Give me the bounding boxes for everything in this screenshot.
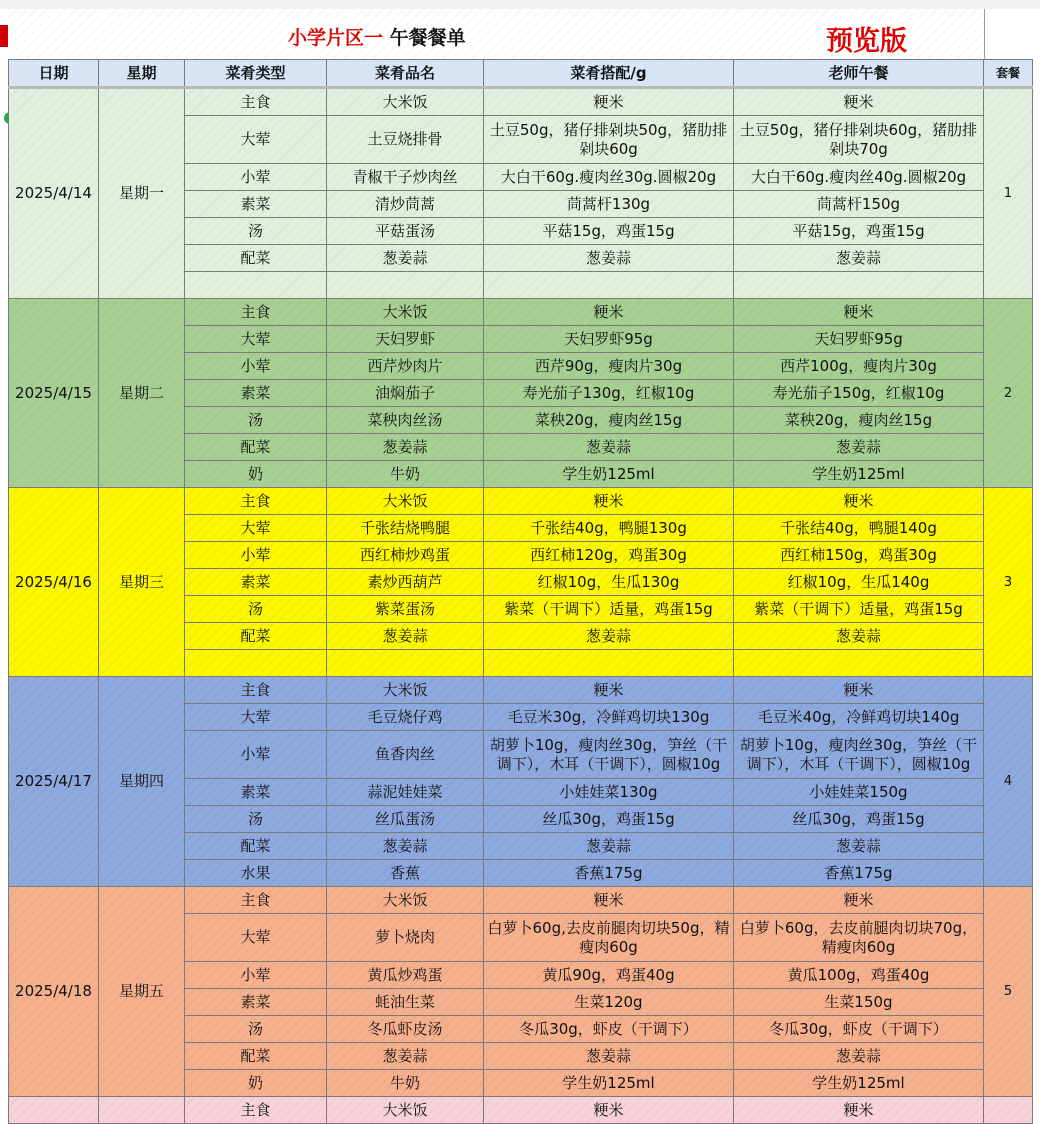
ingredients-cell[interactable]: 葱姜蒜 bbox=[484, 833, 734, 860]
category-cell[interactable]: 小荤 bbox=[185, 542, 327, 569]
teacher-cell[interactable]: 葱姜蒜 bbox=[734, 434, 984, 461]
category-cell[interactable]: 小荤 bbox=[185, 962, 327, 989]
dish-cell[interactable]: 大米饭 bbox=[327, 677, 484, 704]
category-cell[interactable]: 奶 bbox=[185, 1070, 327, 1097]
dish-cell[interactable]: 蚝油生菜 bbox=[327, 989, 484, 1016]
category-cell[interactable]: 汤 bbox=[185, 407, 327, 434]
header-weekday: 星期 bbox=[99, 60, 185, 88]
category-cell[interactable]: 大荤 bbox=[185, 326, 327, 353]
ingredients-cell[interactable]: 茼蒿杆130g bbox=[484, 191, 734, 218]
category-cell[interactable]: 奶 bbox=[185, 461, 327, 488]
date-cell[interactable]: 2025/4/18 bbox=[9, 887, 99, 1097]
dish-cell[interactable]: 西红柿炒鸡蛋 bbox=[327, 542, 484, 569]
category-cell[interactable]: 主食 bbox=[185, 1097, 327, 1124]
teacher-cell[interactable]: 天妇罗虾95g bbox=[734, 326, 984, 353]
ingredients-cell[interactable]: 粳米 bbox=[484, 88, 734, 116]
dish-cell[interactable] bbox=[327, 650, 484, 677]
ingredients-cell[interactable]: 粳米 bbox=[484, 1097, 734, 1124]
category-cell[interactable]: 大荤 bbox=[185, 116, 327, 164]
teacher-cell[interactable]: 寿光茄子150g，红椒10g bbox=[734, 380, 984, 407]
preview-badge: 预览版 bbox=[826, 26, 907, 57]
teacher-cell[interactable]: 毛豆米40g，冷鲜鸡切块140g bbox=[734, 704, 984, 731]
ingredients-cell[interactable]: 丝瓜30g，鸡蛋15g bbox=[484, 806, 734, 833]
ingredients-cell[interactable] bbox=[484, 650, 734, 677]
dish-cell[interactable]: 葱姜蒜 bbox=[327, 245, 484, 272]
dish-cell[interactable]: 天妇罗虾 bbox=[327, 326, 484, 353]
dish-cell[interactable]: 大米饭 bbox=[327, 887, 484, 914]
set-cell[interactable]: 1 bbox=[984, 88, 1033, 299]
category-cell[interactable]: 素菜 bbox=[185, 989, 327, 1016]
dish-cell[interactable]: 萝卜烧肉 bbox=[327, 914, 484, 962]
dish-cell[interactable]: 蒜泥娃娃菜 bbox=[327, 779, 484, 806]
ingredients-cell[interactable]: 大白干60g.瘦肉丝30g.圆椒20g bbox=[484, 164, 734, 191]
menu-body bbox=[9, 88, 1033, 1124]
weekday-cell[interactable]: 星期五 bbox=[99, 887, 185, 1097]
teacher-cell[interactable]: 大白干60g.瘦肉丝40g.圆椒20g bbox=[734, 164, 984, 191]
category-cell[interactable] bbox=[185, 272, 327, 299]
weekday-cell[interactable]: 星期二 bbox=[99, 299, 185, 488]
ingredients-cell[interactable]: 西芹90g，瘦肉片30g bbox=[484, 353, 734, 380]
ingredients-cell[interactable]: 千张结40g，鸭腿130g bbox=[484, 515, 734, 542]
teacher-cell[interactable]: 葱姜蒜 bbox=[734, 833, 984, 860]
header-category: 菜肴类型 bbox=[185, 60, 327, 88]
category-cell[interactable]: 素菜 bbox=[185, 380, 327, 407]
category-cell[interactable]: 大荤 bbox=[185, 515, 327, 542]
area-name: 小学片区一 bbox=[288, 27, 384, 49]
menu-row bbox=[9, 299, 1033, 326]
ingredients-cell[interactable]: 平菇15g，鸡蛋15g bbox=[484, 218, 734, 245]
dish-cell[interactable]: 西芹炒肉片 bbox=[327, 353, 484, 380]
teacher-cell[interactable]: 紫菜（干调下）适量，鸡蛋15g bbox=[734, 596, 984, 623]
teacher-cell[interactable]: 土豆50g，猪仔排剁块60g，猪肋排剁块70g bbox=[734, 116, 984, 164]
category-cell[interactable]: 配菜 bbox=[185, 245, 327, 272]
teacher-cell[interactable]: 胡萝卜10g，瘦肉丝30g，笋丝（干调下），木耳（干调下），圆椒10g bbox=[734, 731, 984, 779]
right-column-edge bbox=[1032, 9, 1040, 1114]
weekday-cell[interactable]: 星期三 bbox=[99, 488, 185, 677]
title-row bbox=[8, 9, 984, 60]
header-teacher: 老师午餐 bbox=[734, 60, 984, 88]
category-cell[interactable]: 主食 bbox=[185, 488, 327, 515]
date-cell[interactable]: 2025/4/15 bbox=[9, 299, 99, 488]
menu-row bbox=[9, 887, 1033, 914]
teacher-cell[interactable]: 粳米 bbox=[734, 299, 984, 326]
ingredients-cell[interactable]: 葱姜蒜 bbox=[484, 623, 734, 650]
teacher-cell[interactable]: 葱姜蒜 bbox=[734, 1043, 984, 1070]
dish-cell[interactable]: 紫菜蛋汤 bbox=[327, 596, 484, 623]
dish-cell[interactable]: 千张结烧鸭腿 bbox=[327, 515, 484, 542]
teacher-cell[interactable]: 西红柿150g，鸡蛋30g bbox=[734, 542, 984, 569]
ingredients-cell[interactable]: 西红柿120g，鸡蛋30g bbox=[484, 542, 734, 569]
dish-cell[interactable]: 大米饭 bbox=[327, 488, 484, 515]
teacher-cell[interactable]: 粳米 bbox=[734, 887, 984, 914]
dish-cell[interactable]: 黄瓜炒鸡蛋 bbox=[327, 962, 484, 989]
teacher-cell[interactable] bbox=[734, 650, 984, 677]
page-title bbox=[288, 23, 466, 50]
category-cell[interactable]: 小荤 bbox=[185, 164, 327, 191]
dish-cell[interactable]: 清炒茼蒿 bbox=[327, 191, 484, 218]
menu-name: 午餐餐单 bbox=[389, 27, 466, 49]
header-ingredients: 菜肴搭配/g bbox=[484, 60, 734, 88]
teacher-cell[interactable]: 白萝卜60g，去皮前腿肉切块70g，精瘦肉60g bbox=[734, 914, 984, 962]
dish-cell[interactable]: 香蕉 bbox=[327, 860, 484, 887]
ingredients-cell[interactable]: 菜秧20g，瘦肉丝15g bbox=[484, 407, 734, 434]
set-cell[interactable]: 4 bbox=[984, 677, 1033, 887]
ingredients-cell[interactable]: 粳米 bbox=[484, 887, 734, 914]
dish-cell[interactable]: 大米饭 bbox=[327, 1097, 484, 1124]
ingredients-cell[interactable] bbox=[484, 272, 734, 299]
teacher-cell[interactable]: 葱姜蒜 bbox=[734, 245, 984, 272]
ingredients-cell[interactable]: 天妇罗虾95g bbox=[484, 326, 734, 353]
ingredients-cell[interactable]: 学生奶125ml bbox=[484, 461, 734, 488]
menu-row bbox=[9, 677, 1033, 704]
category-cell[interactable]: 素菜 bbox=[185, 569, 327, 596]
dish-cell[interactable]: 丝瓜蛋汤 bbox=[327, 806, 484, 833]
set-cell[interactable]: 3 bbox=[984, 488, 1033, 677]
menu-row bbox=[9, 488, 1033, 515]
ingredients-cell[interactable]: 葱姜蒜 bbox=[484, 434, 734, 461]
ingredients-cell[interactable]: 生菜120g bbox=[484, 989, 734, 1016]
category-cell[interactable]: 配菜 bbox=[185, 1043, 327, 1070]
teacher-cell[interactable]: 红椒10g，生瓜140g bbox=[734, 569, 984, 596]
dish-cell[interactable] bbox=[327, 272, 484, 299]
teacher-cell[interactable]: 学生奶125ml bbox=[734, 461, 984, 488]
weekday-cell[interactable] bbox=[99, 1097, 185, 1124]
category-cell[interactable]: 配菜 bbox=[185, 434, 327, 461]
teacher-cell[interactable]: 粳米 bbox=[734, 488, 984, 515]
ingredients-cell[interactable]: 学生奶125ml bbox=[484, 1070, 734, 1097]
category-cell[interactable]: 主食 bbox=[185, 887, 327, 914]
dish-cell[interactable]: 葱姜蒜 bbox=[327, 623, 484, 650]
teacher-cell[interactable]: 黄瓜100g，鸡蛋40g bbox=[734, 962, 984, 989]
dish-cell[interactable]: 葱姜蒜 bbox=[327, 1043, 484, 1070]
ingredients-cell[interactable]: 红椒10g，生瓜130g bbox=[484, 569, 734, 596]
teacher-cell[interactable]: 香蕉175g bbox=[734, 860, 984, 887]
dish-cell[interactable]: 大米饭 bbox=[327, 88, 484, 116]
ingredients-cell[interactable]: 毛豆米30g，冷鲜鸡切块130g bbox=[484, 704, 734, 731]
set-cell[interactable]: 2 bbox=[984, 299, 1033, 488]
header-dish: 菜肴品名 bbox=[327, 60, 484, 88]
category-cell[interactable]: 素菜 bbox=[185, 191, 327, 218]
teacher-cell[interactable]: 葱姜蒜 bbox=[734, 623, 984, 650]
menu-row bbox=[9, 88, 1033, 116]
header-date: 日期 bbox=[9, 60, 99, 88]
date-cell[interactable]: 2025/4/16 bbox=[9, 488, 99, 677]
teacher-cell[interactable]: 学生奶125ml bbox=[734, 1070, 984, 1097]
category-cell[interactable]: 汤 bbox=[185, 1016, 327, 1043]
dish-cell[interactable]: 葱姜蒜 bbox=[327, 434, 484, 461]
dish-cell[interactable]: 大米饭 bbox=[327, 299, 484, 326]
ingredients-cell[interactable]: 小娃娃菜130g bbox=[484, 779, 734, 806]
ingredients-cell[interactable]: 香蕉175g bbox=[484, 860, 734, 887]
ingredients-cell[interactable]: 粳米 bbox=[484, 677, 734, 704]
category-cell[interactable]: 主食 bbox=[185, 677, 327, 704]
category-cell[interactable]: 主食 bbox=[185, 299, 327, 326]
category-cell[interactable]: 小荤 bbox=[185, 731, 327, 779]
date-cell[interactable]: 2025/4/17 bbox=[9, 677, 99, 887]
date-cell[interactable] bbox=[9, 1097, 99, 1124]
header-row bbox=[9, 60, 1033, 88]
ingredients-cell[interactable]: 葱姜蒜 bbox=[484, 245, 734, 272]
category-cell[interactable]: 小荤 bbox=[185, 353, 327, 380]
dish-cell[interactable]: 平菇蛋汤 bbox=[327, 218, 484, 245]
teacher-cell[interactable]: 冬瓜30g，虾皮（干调下） bbox=[734, 1016, 984, 1043]
dish-cell[interactable]: 素炒西葫芦 bbox=[327, 569, 484, 596]
dish-cell[interactable]: 土豆烧排骨 bbox=[327, 116, 484, 164]
weekday-cell[interactable]: 星期四 bbox=[99, 677, 185, 887]
category-cell[interactable] bbox=[185, 650, 327, 677]
teacher-cell[interactable]: 丝瓜30g，鸡蛋15g bbox=[734, 806, 984, 833]
teacher-cell[interactable]: 千张结40g，鸭腿140g bbox=[734, 515, 984, 542]
dish-cell[interactable]: 冬瓜虾皮汤 bbox=[327, 1016, 484, 1043]
category-cell[interactable]: 大荤 bbox=[185, 704, 327, 731]
dish-cell[interactable]: 鱼香肉丝 bbox=[327, 731, 484, 779]
category-cell[interactable]: 配菜 bbox=[185, 623, 327, 650]
row-marker bbox=[0, 25, 8, 47]
ingredients-cell[interactable]: 紫菜（干调下）适量，鸡蛋15g bbox=[484, 596, 734, 623]
ingredients-cell[interactable]: 白萝卜60g,去皮前腿肉切块50g，精瘦肉60g bbox=[484, 914, 734, 962]
category-cell[interactable]: 素菜 bbox=[185, 779, 327, 806]
category-cell[interactable]: 配菜 bbox=[185, 833, 327, 860]
teacher-cell[interactable]: 粳米 bbox=[734, 88, 984, 116]
category-cell[interactable]: 大荤 bbox=[185, 914, 327, 962]
header-set: 套餐 bbox=[984, 60, 1033, 88]
date-cell[interactable]: 2025/4/14 bbox=[9, 88, 99, 299]
dish-cell[interactable]: 油焖茄子 bbox=[327, 380, 484, 407]
ingredients-cell[interactable]: 黄瓜90g，鸡蛋40g bbox=[484, 962, 734, 989]
dish-cell[interactable]: 牛奶 bbox=[327, 1070, 484, 1097]
ingredients-cell[interactable]: 冬瓜30g，虾皮（干调下） bbox=[484, 1016, 734, 1043]
teacher-cell[interactable] bbox=[734, 272, 984, 299]
set-cell[interactable] bbox=[984, 1097, 1033, 1124]
dish-cell[interactable]: 葱姜蒜 bbox=[327, 833, 484, 860]
menu-table bbox=[8, 59, 1033, 1124]
teacher-cell[interactable]: 粳米 bbox=[734, 1097, 984, 1124]
category-cell[interactable]: 汤 bbox=[185, 218, 327, 245]
teacher-cell[interactable]: 平菇15g，鸡蛋15g bbox=[734, 218, 984, 245]
teacher-cell[interactable]: 生菜150g bbox=[734, 989, 984, 1016]
category-cell[interactable]: 主食 bbox=[185, 88, 327, 116]
teacher-cell[interactable]: 茼蒿杆150g bbox=[734, 191, 984, 218]
teacher-cell[interactable]: 西芹100g，瘦肉片30g bbox=[734, 353, 984, 380]
category-cell[interactable]: 汤 bbox=[185, 596, 327, 623]
category-cell[interactable]: 水果 bbox=[185, 860, 327, 887]
menu-row bbox=[9, 1097, 1033, 1124]
ingredients-cell[interactable]: 土豆50g，猪仔排剁块50g，猪肋排剁块60g bbox=[484, 116, 734, 164]
category-cell[interactable]: 汤 bbox=[185, 806, 327, 833]
dish-cell[interactable]: 菜秧肉丝汤 bbox=[327, 407, 484, 434]
ingredients-cell[interactable]: 葱姜蒜 bbox=[484, 1043, 734, 1070]
ingredients-cell[interactable]: 寿光茄子130g，红椒10g bbox=[484, 380, 734, 407]
dish-cell[interactable]: 牛奶 bbox=[327, 461, 484, 488]
title-right-cell bbox=[984, 9, 1033, 60]
teacher-cell[interactable]: 粳米 bbox=[734, 677, 984, 704]
dish-cell[interactable]: 毛豆烧仔鸡 bbox=[327, 704, 484, 731]
ingredients-cell[interactable]: 粳米 bbox=[484, 488, 734, 515]
weekday-cell[interactable]: 星期一 bbox=[99, 88, 185, 299]
dish-cell[interactable]: 青椒干子炒肉丝 bbox=[327, 164, 484, 191]
ingredients-cell[interactable]: 胡萝卜10g，瘦肉丝30g，笋丝（干调下），木耳（干调下），圆椒10g bbox=[484, 731, 734, 779]
set-cell[interactable]: 5 bbox=[984, 887, 1033, 1097]
ingredients-cell[interactable]: 粳米 bbox=[484, 299, 734, 326]
teacher-cell[interactable]: 菜秧20g，瘦肉丝15g bbox=[734, 407, 984, 434]
teacher-cell[interactable]: 小娃娃菜150g bbox=[734, 779, 984, 806]
